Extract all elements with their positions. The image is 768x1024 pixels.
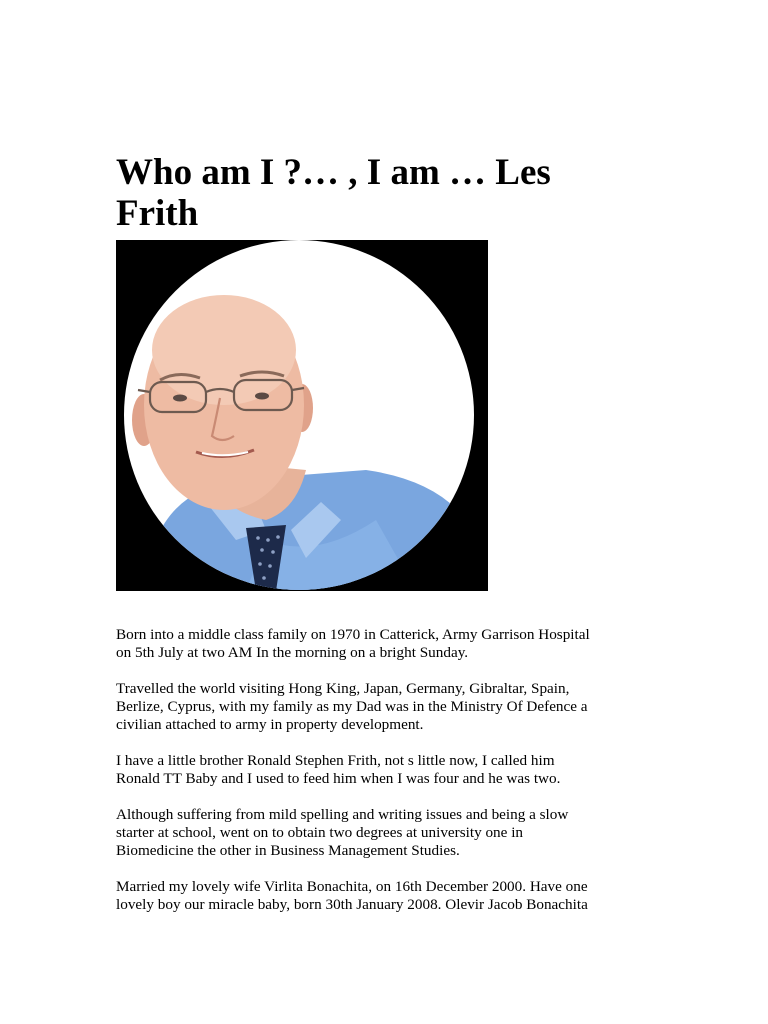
paragraph-family: Married my lovely wife Virlita Bonachita, on 16th December 2000. Have one lovely boy our miracle baby, born 30th January 2008. Olevir Jacob Bonachita [116,878,588,913]
profile-photo [116,240,488,591]
document-body [116,626,656,932]
paragraph-education: Although suffering from mild spelling and writing issues and being a slow starter at school, went on to obtain two degrees at university one in Biomedicine the other in Business Management Studies. [116,806,569,859]
paragraph-travel: Travelled the world visiting Hong King, Japan, Germany, Gibraltar, Spain, Berlize, Cyprus, with my family as my Dad was in the Ministry Of Defence a civilian attached to army in property development. [116,680,588,733]
paragraph-birth: Born into a middle class family on 1970 in Catterick, Army Garrison Hospital on 5th July at two AM In the morning on a bright Sunday. [116,626,590,661]
paragraph-brother: I have a little brother Ronald Stephen Frith, not s little now, I called him Ronald TT Baby and I used to feed him when I was four and he was two. [116,752,561,787]
page-title: Who am I ?… , I am … Les Frith [116,152,551,234]
portrait-photo-icon [116,240,488,591]
